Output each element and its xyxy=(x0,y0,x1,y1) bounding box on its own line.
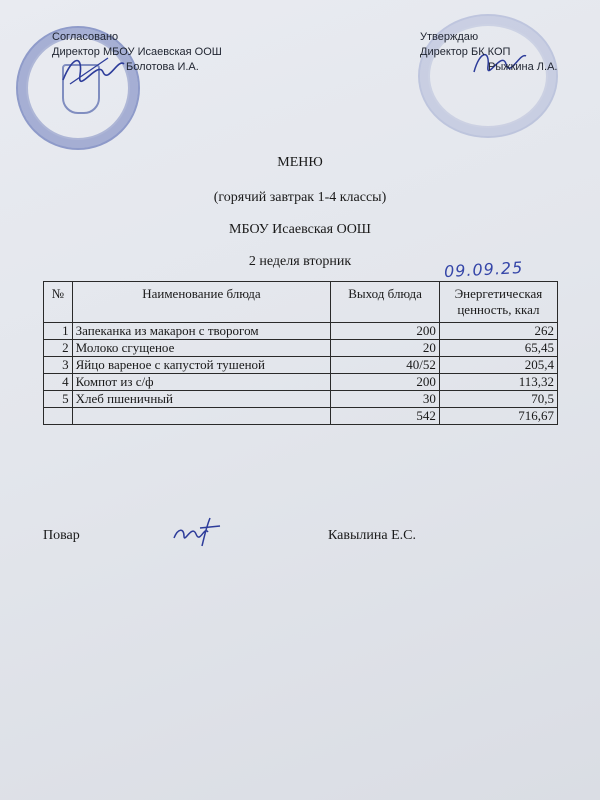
approval-block-right xyxy=(420,30,557,75)
row-output: 40/52 xyxy=(331,357,440,374)
approval-left-line2: Директор МБОУ Исаевская ООШ xyxy=(52,46,222,58)
approval-left-line3: Болотова И.А. xyxy=(126,61,199,73)
table-header-row xyxy=(44,282,558,323)
header-energy: Энергетическая ценность, ккал xyxy=(439,282,557,323)
row-output: 20 xyxy=(331,340,440,357)
row-no: 1 xyxy=(44,323,73,340)
school-name: МБОУ Исаевская ООШ xyxy=(229,222,371,237)
row-output: 200 xyxy=(331,374,440,391)
total-name xyxy=(72,408,331,425)
footer-role: Повар xyxy=(43,528,80,543)
table-row xyxy=(44,323,558,340)
approval-left-line1: Согласовано xyxy=(52,31,119,43)
total-energy: 716,67 xyxy=(439,408,557,425)
row-energy: 113,32 xyxy=(439,374,557,391)
week-day: 2 неделя вторник xyxy=(248,254,352,269)
table-row xyxy=(44,374,558,391)
header-no: № xyxy=(44,282,73,323)
table-row xyxy=(44,340,558,357)
approval-right-line1: Утверждаю xyxy=(420,31,479,43)
row-energy: 205,4 xyxy=(439,357,557,374)
row-output: 30 xyxy=(331,391,440,408)
total-output: 542 xyxy=(331,408,440,425)
row-name: Хлеб пшеничный xyxy=(72,391,331,408)
document-title: МЕНЮ xyxy=(277,155,323,170)
table-total-row xyxy=(44,408,558,425)
cook-signature-icon xyxy=(170,514,226,548)
row-no: 2 xyxy=(44,340,73,357)
row-energy: 65,45 xyxy=(439,340,557,357)
row-name: Компот из с/ф xyxy=(72,374,331,391)
table-row xyxy=(44,391,558,408)
header-output: Выход блюда xyxy=(331,282,440,323)
total-no xyxy=(44,408,73,425)
row-name: Яйцо вареное с капустой тушеной xyxy=(72,357,331,374)
menu-table xyxy=(43,281,558,425)
header-name: Наименование блюда xyxy=(72,282,331,323)
row-energy: 70,5 xyxy=(439,391,557,408)
row-energy: 262 xyxy=(439,323,557,340)
row-no: 3 xyxy=(44,357,73,374)
document-subtitle: (горячий завтрак 1-4 классы) xyxy=(213,190,387,205)
table-row xyxy=(44,357,558,374)
footer-cook-name: Кавылина Е.С. xyxy=(328,528,416,543)
approval-right-line2: Директор БК КОП xyxy=(420,46,511,58)
row-no: 5 xyxy=(44,391,73,408)
handwritten-date: 09.09.25 xyxy=(443,257,524,282)
row-name: Молоко сгущеное xyxy=(72,340,331,357)
approval-right-line3: Рыжкина Л.А. xyxy=(488,61,558,73)
approval-block-left xyxy=(52,30,222,75)
row-output: 200 xyxy=(331,323,440,340)
row-no: 4 xyxy=(44,374,73,391)
row-name: Запеканка из макарон с творогом xyxy=(72,323,331,340)
